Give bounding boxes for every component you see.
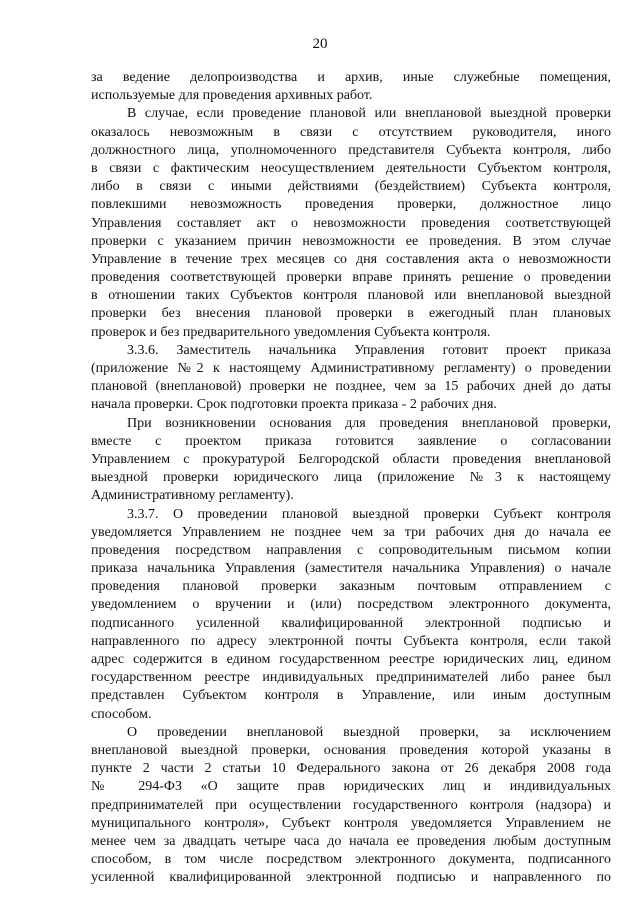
text-line: адрес содержится в едином государственном реестре юридических лиц, едином [91,652,611,667]
text-line: вместе с проектом приказа готовится заявление о согласовании [91,433,611,449]
text-line: либо в связи с иными действиями (бездействием) Субъекта контроля, [91,179,611,195]
text-line: № 294-ФЗ «О защите прав юридических лиц и индивидуальных [91,779,611,795]
text-line: Управление в течение трех месяцев со дня составления акта о невозможности [91,251,611,267]
page-number: 20 [312,36,328,52]
text-line: представлен Субъектом контроля в Управление, или иным доступным [91,688,611,704]
text-line: повлекшими невозможность проведения проверки, должностное лицо [91,197,611,213]
text-line: В случае, если проведение плановой или внеплановой выездной проверки [127,106,611,122]
text-line: Управлением с прокуратурой Белгородской области проведения внеплановой [91,451,611,467]
text-line: При возникновении основания для проведения внеплановой проверки, [127,415,611,431]
text-line: должностного лица, уполномоченного представителя Субъекта контроля, либо [91,142,611,158]
text-line: способом. [91,706,152,722]
text-line: проведения соответствующей проверки вправе принять решение о проведении [91,270,611,286]
text-line: муниципального контроля», Субъект контроля уведомляется Управлением не [91,815,611,831]
text-line: в связи с фактическим неосуществлением деятельности Субъектом контроля, [91,160,611,176]
text-line: усиленной квалифицированной электронной подписью и направленного по [91,870,611,886]
text-line: проверки с указанием причин невозможности ее проведения. В этом случае [91,233,611,249]
body-text [91,69,611,887]
text-line: приказа начальника Управления (заместителя начальника Управления) о начале [91,561,611,577]
text-line: Административному регламенту). [91,488,294,504]
text-line: способом, в том числе посредством электронного документа, подписанного [91,852,611,868]
text-line: Управления составляет акт о невозможности проведения соответствующей [91,215,611,231]
text-line: оказалось невозможным в связи с отсутствием руководителя, иного [91,124,611,140]
text-line: за ведение делопроизводства и архив, иные служебные помещения, [91,70,611,85]
text-line: выездной проверки юридического лица (приложение №3 к настоящему [91,470,611,486]
text-line: проверок и без предварительного уведомления Субъекта контроля. [91,324,491,340]
text-line: плановой (внеплановой) проверки не позднее, чем за 15 рабочих дней до даты [91,379,611,395]
text-line: менее чем за двадцать четыре часа до начала ее проведения любым доступным [91,833,611,849]
text-line: начала проверки. Срок подготовки проекта приказа - 2 рабочих дня. [91,397,497,413]
text-line: направленного по адресу электронной почты Субъекта контроля, если такой [91,633,611,649]
text-line: внеплановой выездной проверки, основания проведения которой указаны в [91,742,611,758]
text-line: государственном реестре индивидуальных предпринимателей либо ранее был [91,670,611,686]
text-line: используемые для проведения архивных работ. [91,88,373,104]
text-line: предпринимателей при осуществлении государственного контроля (надзора) и [91,797,611,813]
text-line: в отношении таких Субъектов контроля плановой или внеплановой выездной [91,288,611,304]
text-line: 3.3.6. Заместитель начальника Управления готовит проект приказа [127,342,611,358]
text-line: проведения плановой проверки заказным почтовым отправлением с [91,579,611,595]
text-line: О проведении внеплановой выездной проверки, за исключением [127,724,611,740]
text-line: подписанного усиленной квалифицированной электронной подписью и [91,615,611,631]
text-line: проверки без внесения плановой проверки в ежегодный план плановых [91,306,611,322]
text-line: уведомлением о вручении и (или) посредством электронного документа, [91,597,611,613]
text-line: проведения посредством направления с сопроводительным письмом копии [91,542,611,558]
text-line: уведомляется Управлением не позднее чем за три рабочих дня до начала ее [91,524,611,540]
text-line: (приложение №2 к настоящему Административному регламенту) о проведении [91,361,611,376]
text-line: 3.3.7. О проведении плановой выездной проверки Субъект контроля [127,506,611,522]
text-line: пункте 2 части 2 статьи 10 Федерального закона от 26 декабря 2008 года [91,761,611,777]
